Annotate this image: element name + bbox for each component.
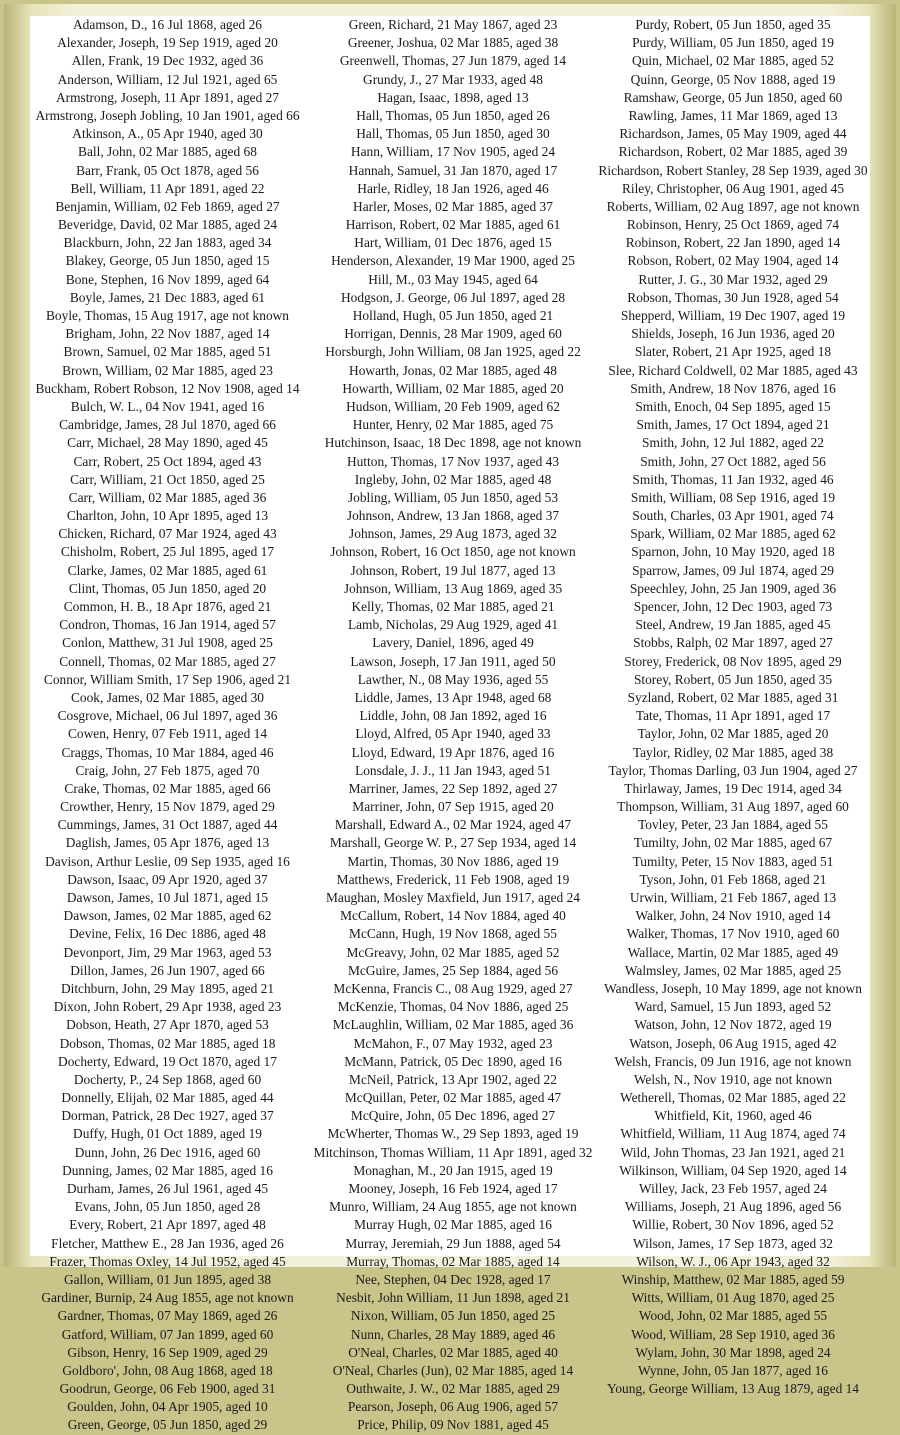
name-entry: Gibson, Henry, 16 Sep 1909, aged 29 — [67, 1344, 268, 1360]
name-entry: Hall, Thomas, 05 Jun 1850, aged 30 — [356, 126, 550, 142]
name-entry: Murray Hugh, 02 Mar 1885, aged 16 — [354, 1217, 552, 1233]
name-entry: Richardson, Robert, 02 Mar 1885, aged 39 — [618, 144, 848, 160]
name-entry: Hannah, Samuel, 31 Jan 1870, aged 17 — [348, 162, 558, 178]
name-entry: Murray, Jeremiah, 29 Jun 1888, aged 54 — [345, 1235, 561, 1251]
name-entry: Mitchinson, Thomas William, 11 Apr 1891, aged 32 — [313, 1144, 593, 1160]
name-entry: Walker, Thomas, 17 Nov 1910, aged 60 — [626, 926, 840, 942]
name-entry: Martin, Thomas, 30 Nov 1886, aged 19 — [347, 853, 559, 869]
name-entry: Roberts, William, 02 Aug 1897, age not known — [606, 198, 860, 214]
name-entry: Walker, John, 24 Nov 1910, aged 14 — [635, 908, 831, 924]
name-entry: South, Charles, 03 Apr 1901, aged 74 — [632, 508, 834, 524]
name-entry: Shields, Joseph, 16 Jun 1936, aged 20 — [631, 326, 835, 342]
name-entry: Adamson, D., 16 Jul 1868, aged 26 — [73, 17, 262, 32]
name-entry: Willie, Robert, 30 Nov 1896, aged 52 — [632, 1217, 834, 1233]
name-entry: Blackburn, John, 22 Jan 1883, aged 34 — [63, 235, 272, 251]
name-entry: Mooney, Joseph, 16 Feb 1924, aged 17 — [348, 1181, 558, 1196]
name-entry: Gardiner, Burnip, 24 Aug 1855, age not known — [41, 1290, 294, 1306]
name-entry: Horrigan, Dennis, 28 Mar 1909, aged 60 — [344, 326, 562, 342]
name-entry: Richardson, Robert Stanley, 28 Sep 1939, aged 30 — [598, 162, 868, 178]
name-entry: Tovley, Peter, 23 Jan 1884, aged 55 — [638, 817, 828, 833]
name-entry: Armstrong, Joseph, 11 Apr 1891, aged 27 — [55, 89, 280, 105]
name-entry: Williams, Joseph, 21 Aug 1896, aged 56 — [624, 1199, 842, 1215]
name-entry: Holland, Hugh, 05 Jun 1850, aged 21 — [352, 308, 554, 323]
name-entry: Green, George, 05 Jun 1850, aged 29 — [67, 1417, 268, 1433]
name-entry: Marshall, Edward A., 02 Mar 1924, aged 47 — [334, 817, 572, 833]
name-entry: McQuillan, Peter, 02 Mar 1885, aged 47 — [344, 1090, 562, 1106]
name-entry: Nunn, Charles, 28 May 1889, aged 46 — [350, 1326, 556, 1342]
name-entry: Dillon, James, 26 Jun 1907, aged 66 — [70, 962, 265, 978]
name-entry: Fletcher, Matthew E., 28 Jan 1936, aged 26 — [51, 1235, 284, 1251]
name-entry: Rawling, James, 11 Mar 1869, aged 13 — [628, 107, 838, 123]
name-entry: McQuire, John, 05 Dec 1896, aged 27 — [350, 1108, 556, 1124]
name-entry: Slee, Richard Coldwell, 02 Mar 1885, aged 43 — [608, 362, 858, 378]
name-entry: Goodrun, George, 06 Feb 1900, aged 31 — [59, 1381, 276, 1397]
name-entry: Hunter, Henry, 02 Mar 1885, aged 75 — [352, 417, 554, 433]
name-entry: Connell, Thomas, 02 Mar 1885, aged 27 — [59, 653, 276, 669]
name-entry: Storey, Robert, 05 Jun 1850, aged 35 — [633, 671, 833, 687]
name-entry: McWherter, Thomas W., 29 Sep 1893, aged 19 — [327, 1126, 579, 1142]
name-entry: Every, Robert, 21 Apr 1897, aged 48 — [69, 1217, 266, 1233]
name-entry: Dunn, John, 26 Dec 1916, aged 60 — [74, 1144, 261, 1160]
name-entry: Cosgrove, Michael, 06 Jul 1897, aged 36 — [57, 708, 278, 724]
name-entry: Johnson, Andrew, 13 Jan 1868, aged 37 — [346, 508, 560, 524]
name-entry: Smith, Andrew, 18 Nov 1876, aged 16 — [630, 380, 836, 396]
name-entry: Lloyd, Alfred, 05 Apr 1940, aged 33 — [355, 726, 551, 742]
name-entry: Cook, James, 02 Mar 1885, aged 30 — [70, 689, 265, 705]
name-entry: Thompson, William, 31 Aug 1897, aged 60 — [617, 799, 849, 815]
name-entry: Bell, William, 11 Apr 1891, aged 22 — [70, 180, 265, 196]
name-entry: Connor, William Smith, 17 Sep 1906, aged 21 — [43, 671, 292, 687]
name-entry: Johnson, James, 29 Aug 1873, aged 32 — [349, 526, 557, 542]
name-entry: Lawther, N., 08 May 1936, aged 55 — [357, 671, 549, 687]
name-entry: Lavery, Daniel, 1896, aged 49 — [372, 635, 534, 651]
name-entry: Wallace, Martin, 02 Mar 1885, aged 49 — [627, 944, 839, 960]
name-entry: Robson, Robert, 02 May 1904, aged 14 — [627, 253, 839, 269]
name-column-3 — [596, 16, 870, 1398]
name-entry: Henderson, Alexander, 19 Mar 1900, aged 25 — [331, 253, 575, 269]
name-entry: Wandless, Joseph, 10 May 1899, age not known — [604, 980, 862, 996]
name-entry: Dunning, James, 02 Mar 1885, aged 16 — [62, 1162, 273, 1178]
name-entry: Armstrong, Joseph Jobling, 10 Jan 1901, aged 66 — [35, 107, 300, 123]
name-entry: Shepperd, William, 19 Dec 1907, aged 19 — [620, 308, 846, 323]
name-entry: Wetherell, Thomas, 02 Mar 1885, aged 22 — [620, 1090, 846, 1106]
name-entry: Maughan, Mosley Maxfield, Jun 1917, aged 24 — [325, 890, 580, 905]
name-entry: Boyle, James, 21 Dec 1883, aged 61 — [69, 289, 266, 305]
name-entry: Hutchinson, Isaac, 18 Dec 1898, age not known — [324, 435, 582, 451]
name-entry: Crake, Thomas, 02 Mar 1885, aged 66 — [64, 780, 271, 796]
name-column-1 — [30, 16, 305, 1435]
name-entry: Johnson, Robert, 19 Jul 1877, aged 13 — [350, 562, 556, 578]
name-entry: Munro, William, 24 Aug 1855, age not known — [329, 1199, 577, 1215]
name-entry: Winship, Matthew, 02 Mar 1885, aged 59 — [621, 1271, 845, 1287]
name-entry: Stobbs, Ralph, 02 Mar 1897, aged 27 — [633, 635, 833, 651]
name-column-2 — [313, 16, 593, 1435]
name-entry: Robson, Thomas, 30 Jun 1928, aged 54 — [627, 289, 839, 305]
name-entry: Craggs, Thomas, 10 Mar 1884, aged 46 — [61, 744, 274, 760]
name-entry: Nixon, William, 05 Jun 1850, aged 25 — [350, 1308, 556, 1324]
name-entry: Tyson, John, 01 Feb 1868, aged 21 — [639, 871, 827, 887]
name-entry: Welsh, N., Nov 1910, age not known — [633, 1071, 833, 1087]
name-entry: Rutter, J. G., 30 Mar 1932, aged 29 — [638, 271, 828, 287]
name-entry: Urwin, William, 21 Feb 1867, aged 13 — [629, 890, 837, 905]
name-entry: Smith, John, 12 Jul 1882, aged 22 — [642, 435, 824, 451]
name-entry: Brown, Samuel, 02 Mar 1885, aged 51 — [63, 344, 272, 360]
name-entry: McNeil, Patrick, 13 Apr 1902, aged 22 — [349, 1071, 557, 1087]
name-entry: Price, Philip, 09 Nov 1881, aged 45 — [357, 1417, 549, 1433]
name-entry: Crowther, Henry, 15 Nov 1879, aged 29 — [60, 799, 275, 815]
name-entry: Tumilty, John, 02 Mar 1885, aged 67 — [633, 835, 833, 851]
name-entry: Wilson, W. J., 06 Apr 1943, aged 32 — [636, 1253, 830, 1269]
name-entry: Hall, Thomas, 05 Jun 1850, aged 26 — [356, 107, 550, 123]
name-entry: Duffy, Hugh, 01 Oct 1889, aged 19 — [73, 1126, 262, 1142]
name-entry: Dorman, Patrick, 28 Dec 1927, aged 37 — [61, 1108, 274, 1124]
name-entry: McKenna, Francis C., 08 Aug 1929, aged 27 — [333, 980, 573, 996]
name-entry: Charlton, John, 10 Apr 1895, aged 13 — [66, 508, 269, 524]
name-entry: Cummings, James, 31 Oct 1887, aged 44 — [57, 817, 278, 833]
name-entry: Taylor, Thomas Darling, 03 Jun 1904, aged 27 — [608, 762, 858, 778]
name-entry: Spark, William, 02 Mar 1885, aged 62 — [630, 526, 836, 542]
name-entry: Wood, William, 28 Sep 1910, aged 36 — [631, 1326, 835, 1342]
name-entry: Ramshaw, George, 05 Jun 1850, aged 60 — [623, 89, 843, 105]
name-entry: Cowen, Henry, 07 Feb 1911, aged 14 — [67, 726, 268, 742]
name-entry: Willey, Jack, 23 Feb 1957, aged 24 — [639, 1181, 827, 1196]
name-entry: Smith, John, 27 Oct 1882, aged 56 — [640, 453, 826, 469]
name-entry: Johnson, William, 13 Aug 1869, aged 35 — [343, 580, 563, 596]
name-entry: Dawson, Isaac, 09 Apr 1920, aged 37 — [67, 871, 268, 887]
name-entry: Grundy, J., 27 Mar 1933, aged 48 — [363, 71, 543, 87]
name-entry: Witts, William, 01 Aug 1870, aged 25 — [631, 1290, 835, 1306]
name-entry: Carr, William, 02 Mar 1885, aged 36 — [68, 489, 267, 505]
name-entry: Steel, Andrew, 19 Jan 1885, aged 45 — [635, 617, 831, 633]
name-entry: Howarth, Jonas, 02 Mar 1885, aged 48 — [349, 362, 557, 378]
name-entry: Harrison, Robert, 02 Mar 1885, aged 61 — [345, 217, 561, 233]
name-entry: Outhwaite, J. W., 02 Mar 1885, aged 29 — [346, 1381, 560, 1397]
name-entry: Smith, Thomas, 11 Jan 1932, aged 46 — [632, 471, 834, 487]
name-entry: Purdy, William, 05 Jun 1850, aged 19 — [632, 35, 834, 51]
name-entry: Marriner, James, 22 Sep 1892, aged 27 — [348, 780, 558, 796]
name-entry: Sparnon, John, 10 May 1920, aged 18 — [631, 544, 835, 560]
name-entry: Monaghan, M., 20 Jan 1915, aged 19 — [353, 1162, 553, 1178]
name-entry: Kelly, Thomas, 02 Mar 1885, aged 21 — [351, 599, 555, 614]
name-entry: Whitfield, William, 11 Aug 1874, aged 74 — [620, 1126, 846, 1142]
name-entry: Boyle, Thomas, 15 Aug 1917, age not known — [46, 308, 289, 323]
name-entry: Welsh, Francis, 09 Jun 1916, age not known — [614, 1053, 852, 1069]
name-entry: Murray, Thomas, 02 Mar 1885, aged 14 — [346, 1253, 560, 1269]
name-entry: Johnson, Robert, 16 Oct 1850, age not known — [330, 544, 576, 560]
name-entry: Green, Richard, 21 May 1867, aged 23 — [348, 17, 558, 32]
name-entry: Smith, William, 08 Sep 1916, aged 19 — [630, 489, 836, 505]
name-entry: Hutton, Thomas, 17 Nov 1937, aged 43 — [346, 453, 560, 469]
name-entry: Evans, John, 05 Jun 1850, aged 28 — [74, 1199, 261, 1215]
name-entry: McCallum, Robert, 14 Nov 1884, aged 40 — [340, 908, 566, 924]
name-entry: Dobson, Heath, 27 Apr 1870, aged 53 — [66, 1017, 269, 1033]
name-entry: Tate, Thomas, 11 Apr 1891, aged 17 — [635, 708, 831, 724]
name-entry: Robinson, Henry, 25 Oct 1869, aged 74 — [626, 217, 840, 233]
name-entry: Smith, Enoch, 04 Sep 1895, aged 15 — [635, 398, 831, 414]
name-entry: Frazer, Thomas Oxley, 14 Jul 1952, aged 45 — [49, 1253, 286, 1269]
name-entry: Dobson, Thomas, 02 Mar 1885, aged 18 — [59, 1035, 276, 1051]
name-entry: Nesbit, John William, 11 Jun 1898, aged 21 — [336, 1290, 570, 1306]
name-entry: Marriner, John, 07 Sep 1915, aged 20 — [352, 799, 554, 815]
name-entry: Slater, Robert, 21 Apr 1925, aged 18 — [634, 344, 832, 360]
name-entry: Lamb, Nicholas, 29 Aug 1929, aged 41 — [347, 617, 559, 633]
name-entry: Devine, Felix, 16 Dec 1886, aged 48 — [69, 926, 266, 942]
name-entry: Liddle, John, 08 Jan 1892, aged 16 — [359, 708, 547, 724]
name-entry: Matthews, Frederick, 11 Feb 1908, aged 19 — [336, 871, 570, 887]
name-entry: Taylor, Ridley, 02 Mar 1885, aged 38 — [632, 744, 834, 760]
name-entry: Goldboro', John, 08 Aug 1868, aged 18 — [62, 1362, 273, 1378]
name-entry: Craig, John, 27 Feb 1875, aged 70 — [75, 762, 260, 778]
name-entry: Brigham, John, 22 Nov 1887, aged 14 — [65, 326, 270, 342]
name-entry: McMahon, F., 07 May 1932, aged 23 — [353, 1035, 553, 1051]
name-entry: Durham, James, 26 Jul 1961, aged 45 — [66, 1181, 269, 1196]
name-entry: Speechley, John, 25 Jan 1909, aged 36 — [629, 580, 837, 596]
name-entry: Allen, Frank, 19 Dec 1932, aged 36 — [71, 53, 264, 69]
name-entry: Wynne, John, 05 Jan 1877, aged 16 — [638, 1362, 828, 1378]
name-entry: Hill, M., 03 May 1945, aged 64 — [368, 271, 538, 287]
name-entry: Nee, Stephen, 04 Dec 1928, aged 17 — [355, 1271, 551, 1287]
name-entry: McKenzie, Thomas, 04 Nov 1886, aged 25 — [337, 999, 569, 1015]
name-entry: Hann, William, 17 Nov 1905, aged 24 — [350, 144, 556, 160]
name-entry: Clint, Thomas, 05 Jun 1850, aged 20 — [68, 580, 267, 596]
name-entry: O'Neal, Charles, 02 Mar 1885, aged 40 — [348, 1344, 558, 1360]
name-entry: Anderson, William, 12 Jul 1921, aged 65 — [57, 71, 278, 87]
name-entry: Clarke, James, 02 Mar 1885, aged 61 — [67, 562, 268, 578]
name-entry: Sparrow, James, 09 Jul 1874, aged 29 — [632, 562, 834, 578]
name-entry: Ingleby, John, 02 Mar 1885, aged 48 — [354, 471, 552, 487]
name-entry: Common, H. B., 18 Apr 1876, aged 21 — [63, 599, 272, 614]
name-entry: Hart, William, 01 Dec 1876, aged 15 — [354, 235, 552, 251]
name-entry: Wood, John, 02 Mar 1885, aged 55 — [638, 1308, 828, 1324]
name-entry: Wilkinson, William, 04 Sep 1920, aged 14 — [619, 1162, 847, 1178]
name-entry: Wilson, James, 17 Sep 1873, aged 32 — [633, 1235, 833, 1251]
name-entry: Ditchburn, John, 29 May 1895, aged 21 — [60, 980, 275, 996]
name-entry: Bone, Stephen, 16 Nov 1899, aged 64 — [65, 271, 270, 287]
memorial-list-page — [30, 16, 870, 1433]
name-entry: Riley, Christopher, 06 Aug 1901, aged 45 — [621, 180, 845, 196]
name-entry: Whitfield, Kit, 1960, aged 46 — [654, 1108, 812, 1124]
name-entry: Donnelly, Elijah, 02 Mar 1885, aged 44 — [61, 1090, 274, 1106]
name-entry: Lloyd, Edward, 19 Apr 1876, aged 16 — [351, 744, 555, 760]
name-entry: Daglish, James, 05 Apr 1876, aged 13 — [65, 835, 270, 851]
name-entry: Beveridge, David, 02 Mar 1885, aged 24 — [57, 217, 278, 233]
name-entry: Walmsley, James, 02 Mar 1885, aged 25 — [624, 962, 842, 978]
name-entry: Ward, Samuel, 15 Jun 1893, aged 52 — [634, 999, 832, 1015]
name-entry: McLaughlin, William, 02 Mar 1885, aged 36 — [332, 1017, 574, 1033]
name-entry: Jobling, William, 05 Jun 1850, aged 53 — [347, 489, 559, 505]
name-entry: Lawson, Joseph, 17 Jan 1911, aged 50 — [350, 653, 556, 669]
name-entry: Ball, John, 02 Mar 1885, aged 68 — [78, 144, 257, 160]
name-entry: McCann, Hugh, 19 Nov 1868, aged 55 — [349, 926, 557, 942]
name-entry: Chisholm, Robert, 25 Jul 1895, aged 17 — [60, 544, 275, 560]
name-entry: Tumilty, Peter, 15 Nov 1883, aged 51 — [632, 853, 834, 869]
name-entry: Syzland, Robert, 02 Mar 1885, aged 31 — [627, 689, 839, 705]
name-entry: Atkinson, A., 05 Apr 1940, aged 30 — [72, 126, 263, 142]
name-entry: Liddle, James, 13 Apr 1948, aged 68 — [354, 689, 552, 705]
name-entry: Taylor, John, 02 Mar 1885, aged 20 — [637, 726, 829, 742]
name-entry: O'Neal, Charles (Jun), 02 Mar 1885, aged 14 — [332, 1362, 574, 1378]
name-entry: Hudson, William, 20 Feb 1909, aged 62 — [346, 398, 560, 414]
name-entry: Greener, Joshua, 02 Mar 1885, aged 38 — [347, 35, 559, 51]
name-entry: Harler, Moses, 02 Mar 1885, aged 37 — [353, 198, 553, 214]
name-entry: Benjamin, William, 02 Feb 1869, aged 27 — [55, 198, 280, 214]
name-entry: Quin, Michael, 02 Mar 1885, aged 52 — [632, 53, 834, 69]
name-entry: Wylam, John, 30 Mar 1898, aged 24 — [635, 1344, 831, 1360]
name-entry: Wild, John Thomas, 23 Jan 1921, aged 21 — [620, 1144, 846, 1160]
name-entry: Hodgson, J. George, 06 Jul 1897, aged 28 — [340, 289, 566, 305]
name-entry: Richardson, James, 05 May 1909, aged 44 — [619, 126, 847, 142]
name-entry: Bulch, W. L., 04 Nov 1941, aged 16 — [70, 398, 265, 414]
name-entry: Goulden, John, 04 Apr 1905, aged 10 — [67, 1399, 268, 1415]
name-entry: Carr, Michael, 28 May 1890, aged 45 — [67, 435, 268, 451]
name-entry: Greenwell, Thomas, 27 Jun 1879, aged 14 — [339, 53, 567, 69]
name-entry: Gatford, William, 07 Jan 1899, aged 60 — [61, 1326, 274, 1342]
name-entry: Gardner, Thomas, 07 May 1869, aged 26 — [57, 1308, 278, 1324]
name-entry: Chicken, Richard, 07 Mar 1924, aged 43 — [58, 526, 277, 542]
name-entry: McGuire, James, 25 Sep 1884, aged 56 — [347, 962, 559, 978]
name-entry: Young, George William, 13 Aug 1879, aged 14 — [606, 1381, 859, 1397]
name-entry: Smith, James, 17 Oct 1894, aged 21 — [636, 417, 830, 433]
name-entry: Docherty, Edward, 19 Oct 1870, aged 17 — [58, 1053, 277, 1069]
name-entry: Dawson, James, 10 Jul 1871, aged 15 — [66, 890, 269, 905]
name-entry: Gallon, William, 01 Jun 1895, aged 38 — [63, 1271, 272, 1287]
name-entry: Carr, William, 21 Oct 1850, aged 25 — [70, 471, 265, 487]
name-entry: Howarth, William, 02 Mar 1885, aged 20 — [342, 380, 564, 396]
name-entry: Watson, John, 12 Nov 1872, aged 19 — [634, 1017, 832, 1033]
name-entry: Thirlaway, James, 19 Dec 1914, aged 34 — [624, 780, 842, 796]
name-entry: Watson, Joseph, 06 Aug 1915, aged 42 — [629, 1035, 837, 1051]
name-entry: McMann, Patrick, 05 Dec 1890, aged 16 — [344, 1053, 562, 1069]
name-entry: Carr, Robert, 25 Oct 1894, aged 43 — [73, 453, 262, 469]
name-entry: Alexander, Joseph, 19 Sep 1919, aged 20 — [57, 35, 278, 51]
name-entry: Robinson, Robert, 22 Jan 1890, aged 14 — [625, 235, 841, 251]
name-entry: Horsburgh, John William, 08 Jan 1925, aged 22 — [325, 344, 581, 360]
name-entry: Lonsdale, J. J., 11 Jan 1943, aged 51 — [355, 762, 551, 778]
name-entry: Condron, Thomas, 16 Jan 1914, aged 57 — [59, 617, 276, 633]
name-entry: Cambridge, James, 28 Jul 1870, aged 66 — [59, 417, 276, 433]
name-entry: Docherty, P., 24 Sep 1868, aged 60 — [73, 1071, 262, 1087]
name-entry: Marshall, George W. P., 27 Sep 1934, aged 14 — [329, 835, 577, 851]
name-entry: Storey, Frederick, 08 Nov 1895, aged 29 — [624, 653, 842, 669]
name-entry: Quinn, George, 05 Nov 1888, aged 19 — [630, 71, 836, 87]
name-entry: Dawson, James, 02 Mar 1885, aged 62 — [63, 908, 272, 924]
name-entry: Pearson, Joseph, 06 Aug 1906, aged 57 — [347, 1399, 559, 1415]
name-entry: Dixon, John Robert, 29 Apr 1938, aged 23 — [53, 999, 282, 1015]
name-entry: Buckham, Robert Robson, 12 Nov 1908, aged 14 — [35, 380, 300, 396]
name-entry: Hagan, Isaac, 1898, aged 13 — [377, 89, 529, 105]
name-entry: McGreavy, John, 02 Mar 1885, aged 52 — [346, 944, 560, 960]
name-entry: Spencer, John, 12 Dec 1903, aged 73 — [633, 599, 833, 614]
name-entry: Conlon, Matthew, 31 Jul 1908, aged 25 — [62, 635, 273, 651]
name-entry: Blakey, George, 05 Jun 1850, aged 15 — [65, 253, 270, 269]
name-entry: Devonport, Jim, 29 Mar 1963, aged 53 — [63, 944, 272, 960]
name-entry: Brown, William, 02 Mar 1885, aged 23 — [62, 362, 273, 378]
name-entry: Barr, Frank, 05 Oct 1878, aged 56 — [76, 162, 259, 178]
name-entry: Harle, Ridley, 18 Jan 1926, aged 46 — [357, 180, 549, 196]
name-entry: Purdy, Robert, 05 Jun 1850, aged 35 — [635, 17, 831, 32]
name-entry: Davison, Arthur Leslie, 09 Sep 1935, aged 16 — [45, 853, 290, 869]
